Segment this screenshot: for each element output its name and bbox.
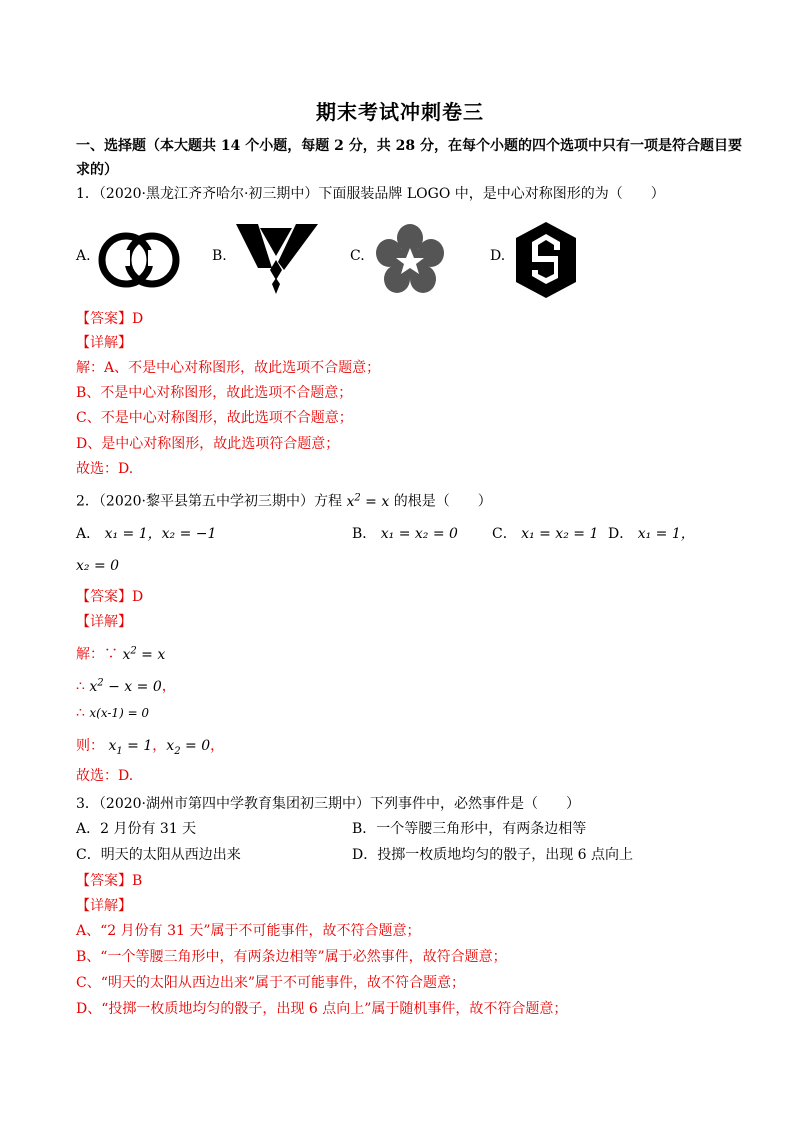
q3-option-d: D．投掷一枚质地均匀的骰子，出现 6 点向上 <box>352 847 634 863</box>
section-heading-line1: 一、选择题（本大题共 14 个小题，每题 2 分，共 28 分，在每个小题的四个选项中只有一项是符合题目要 <box>76 138 742 154</box>
q3-explain-4: D、“投掷一枚质地均匀的骰子，出现 6 点向上”属于随机事件，故不符合题意； <box>76 1001 568 1017</box>
q2-option-d <box>608 524 695 544</box>
because-symbol: ∵ <box>104 646 118 663</box>
q2-option-a <box>76 524 216 544</box>
hexagon-s-logo-icon <box>514 220 578 300</box>
therefore-symbol: ∴ <box>76 705 85 721</box>
q2-step-2: ∴ $x^2 - x = 0$， <box>76 677 176 695</box>
q2-equation: $x^2 = x$ <box>346 492 390 510</box>
v-shape-logo-icon <box>236 222 318 298</box>
gucci-logo-icon <box>94 228 186 292</box>
q1-detail-label: 【详解】 <box>76 335 132 351</box>
q3-explain-3: C、“明天的太阳从西边出来”属于不可能事件，故不符合题意； <box>76 975 466 991</box>
q1-explain-2: B、不是中心对称图形，故此选项不合题意； <box>76 385 353 401</box>
therefore-symbol: ∴ <box>76 678 85 695</box>
q2-option-d-value: x₁ = 1， <box>637 526 695 542</box>
q2-option-b <box>352 524 458 544</box>
q2-stem-prefix: 2．（2020·黎平县第五中学初三期中）方程 <box>76 493 342 510</box>
q2-option-c-label: C． <box>492 526 517 542</box>
q2-stem-suffix: 的根是（ ） <box>393 493 492 510</box>
q3-option-b: B．一个等腰三角形中，有两条边相等 <box>352 821 587 837</box>
q2-step-4-prefix: 则： <box>76 738 104 754</box>
q1-answer: 【答案】D <box>76 311 144 327</box>
q2-option-b-value: x₁ = x₂ = 0 <box>380 526 458 542</box>
section-heading-line2: 求的） <box>76 162 118 178</box>
q2-answer: 【答案】D <box>76 589 144 605</box>
q3-stem: 3．（2020·湖州市第四中学教育集团初三期中）下列事件中，必然事件是（ ） <box>76 796 580 812</box>
q2-option-a-value: x₁ = 1，x₂ = −1 <box>104 526 217 542</box>
q2-step-3 <box>76 703 149 723</box>
q2-option-d-label: D． <box>608 526 634 542</box>
q3-option-c: C．明天的太阳从西边出来 <box>76 847 241 863</box>
q2-step-1-math: $x^2 = x$ <box>122 645 166 663</box>
q2-step-2-math: $x^2 - x = 0$ <box>89 677 162 695</box>
q1-explain-4: D、是中心对称图形，故此选项符合题意； <box>76 436 340 452</box>
q2-detail-label: 【详解】 <box>76 614 132 630</box>
q3-explain-2: B、“一个等腰三角形中，有两条边相等”属于必然事件，故符合题意； <box>76 949 507 965</box>
page-title: 期末考试冲刺卷三 <box>316 100 484 124</box>
q1-option-b: B. <box>212 248 227 264</box>
q1-explain-1: 解：A、不是中心对称图形，故此选项不合题意； <box>76 360 381 376</box>
q1-conclusion: 故选：D. <box>76 461 134 477</box>
q3-detail-label: 【详解】 <box>76 898 132 914</box>
q2-option-c-value: x₁ = x₂ = 1 <box>521 526 599 542</box>
q2-conclusion: 故选：D. <box>76 768 134 784</box>
q2-step-1 <box>76 641 165 665</box>
q3-answer: 【答案】B <box>76 873 143 889</box>
q2-option-b-label: B． <box>352 526 377 542</box>
q1-option-a: A. <box>76 248 91 264</box>
q2-step-3-math: x(x-1) = 0 <box>89 706 150 720</box>
q2-step-4: 则： $x_1 = 1$，$x_2 = 0$， <box>76 738 225 757</box>
q1-option-c: C. <box>350 248 365 264</box>
q1-explain-3: C、不是中心对称图形，故此选项不合题意； <box>76 410 353 426</box>
q2-option-c <box>492 524 598 544</box>
q2-stem <box>76 488 492 512</box>
q2-step-4-math: $x_1 = 1$ <box>108 738 153 757</box>
q3-option-a: A．2 月份有 31 天 <box>76 821 197 837</box>
q2-step-1-prefix: 解： <box>76 646 104 663</box>
q3-explain-1: A、“2 月份有 31 天”属于不可能事件，故不符合题意； <box>76 923 421 939</box>
q1-option-d: D. <box>490 248 506 264</box>
q1-stem: 1．（2020·黑龙江齐齐哈尔·初三期中）下面服装品牌 LOGO 中，是中心对称图形的为（ ） <box>76 186 665 202</box>
flower-logo-icon <box>372 222 448 298</box>
q2-option-d-cont: x₂ = 0 <box>76 558 120 574</box>
q2-option-a-label: A． <box>76 526 101 542</box>
